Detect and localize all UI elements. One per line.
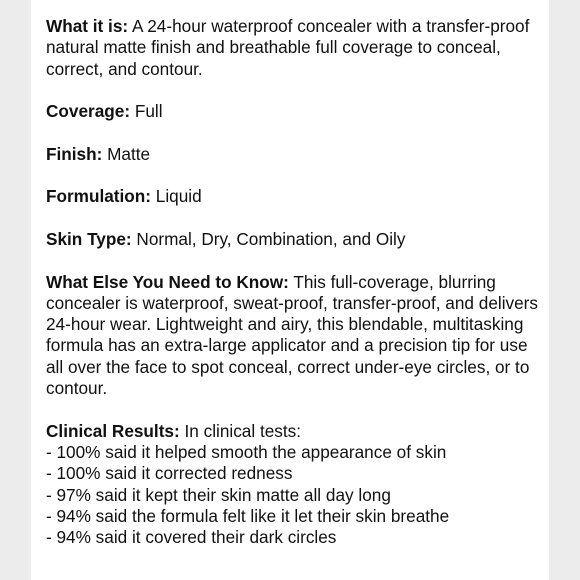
clinical-results-heading: [46, 421, 546, 442]
formulation-label: Formulation:: [46, 186, 152, 207]
what-else-label: What Else You Need to Know:: [46, 271, 289, 292]
clinical-results-intro: In clinical tests:: [179, 420, 302, 441]
clinical-results-label: Clinical Results:: [46, 420, 180, 441]
finish-section: [46, 144, 546, 165]
what-it-is-section: [46, 16, 546, 80]
coverage-label: Coverage:: [46, 101, 131, 122]
formulation-value: Liquid: [151, 186, 202, 207]
product-details: [46, 16, 546, 548]
finish-value: Matte: [102, 143, 151, 164]
skin-type-label: Skin Type:: [46, 228, 132, 249]
coverage-value: Full: [130, 101, 163, 122]
clinical-results-list: [46, 442, 546, 548]
list-item: - 100% said it helped smooth the appearance of skin: [46, 441, 447, 462]
finish-label: Finish:: [46, 143, 103, 164]
what-it-is-text: A 24-hour waterproof concealer with a transfer-proof natural matte finish and breathable full coverage to conceal, correct, and contour.: [46, 16, 530, 79]
skin-type-section: [46, 229, 546, 250]
skin-type-value: Normal, Dry, Combination, and Oily: [131, 228, 406, 249]
what-it-is-label: What it is:: [46, 16, 129, 36]
list-item: - 97% said it kept their skin matte all day long: [46, 484, 391, 505]
list-item: - 94% said it covered their dark circles: [46, 527, 337, 548]
what-else-section: [46, 272, 546, 400]
formulation-section: [46, 186, 546, 207]
clinical-results-section: [46, 421, 546, 549]
what-else-text: This full-coverage, blurring concealer is waterproof, sweat-proof, transfer-proof, and delivers 24-hour wear. Lightweight and airy, this blendable, multitasking formula has an extra-large applicator and a precision tip for use all over the face to spot conceal, correct under-eye circles, or to contour.: [46, 271, 538, 399]
list-item: - 100% said it corrected redness: [46, 463, 293, 484]
coverage-section: [46, 101, 546, 122]
list-item: - 94% said the formula felt like it let their skin breathe: [46, 505, 450, 526]
